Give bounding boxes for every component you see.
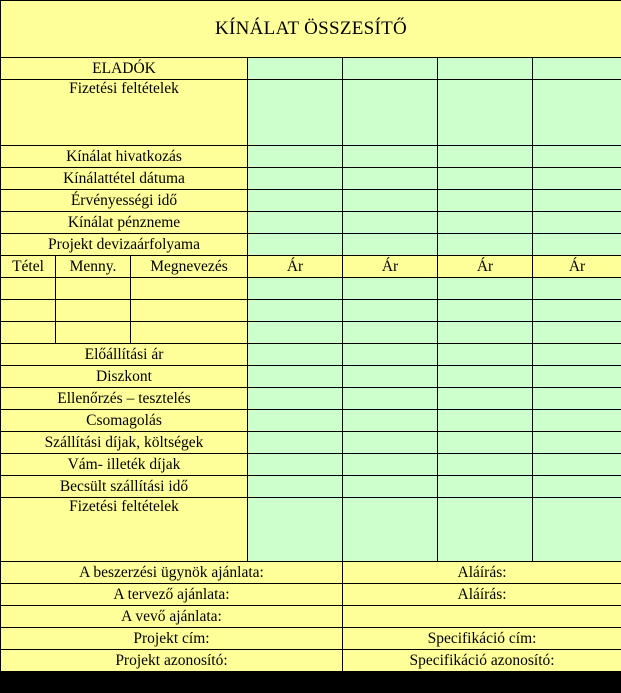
currency-cell[interactable]	[438, 212, 533, 234]
offer-date-cell[interactable]	[533, 168, 621, 190]
payment-terms-bottom-label: Fizetési feltételek	[1, 498, 248, 562]
currency-cell[interactable]	[343, 212, 438, 234]
item-no-cell[interactable]	[1, 278, 56, 300]
price-cell[interactable]	[438, 300, 533, 322]
discount-cell[interactable]	[438, 366, 533, 388]
header-row	[1, 168, 621, 190]
price-cell[interactable]	[248, 300, 343, 322]
footer-row	[1, 628, 621, 650]
specification-id-label[interactable]: Specifikáció azonosító:	[343, 650, 621, 672]
price-cell[interactable]	[248, 322, 343, 344]
offer-reference-cell[interactable]	[438, 146, 533, 168]
header-row	[1, 80, 621, 146]
price-cell[interactable]	[248, 278, 343, 300]
seller-cell[interactable]	[438, 58, 533, 80]
delivery-time-cell[interactable]	[438, 476, 533, 498]
item-header-row	[1, 256, 621, 278]
cost-row	[1, 476, 621, 498]
quantity-cell[interactable]	[56, 322, 131, 344]
price-cell[interactable]	[533, 322, 621, 344]
footer-row	[1, 606, 621, 628]
offer-date-cell[interactable]	[343, 168, 438, 190]
shipping-costs-label: Szállítási díjak, költségek	[1, 432, 248, 454]
price-cell[interactable]	[343, 300, 438, 322]
offer-reference-label: Kínálat hivatkozás	[1, 146, 248, 168]
delivery-time-cell[interactable]	[533, 476, 621, 498]
description-cell[interactable]	[131, 300, 248, 322]
price-cell[interactable]	[438, 322, 533, 344]
packaging-cell[interactable]	[343, 410, 438, 432]
sellers-label: ELADÓK	[1, 58, 248, 80]
currency-label: Kínálat pénzneme	[1, 212, 248, 234]
packaging-cell[interactable]	[438, 410, 533, 432]
currency-cell[interactable]	[248, 212, 343, 234]
price-cell[interactable]	[343, 278, 438, 300]
price-cell[interactable]	[533, 300, 621, 322]
cost-row	[1, 410, 621, 432]
seller-cell[interactable]	[248, 58, 343, 80]
packaging-cell[interactable]	[533, 410, 621, 432]
item-row	[1, 300, 621, 322]
cost-row	[1, 454, 621, 476]
buyer-offer-cell[interactable]	[343, 606, 621, 628]
offer-reference-cell[interactable]	[343, 146, 438, 168]
price-header: Ár	[343, 256, 438, 278]
discount-cell[interactable]	[248, 366, 343, 388]
customs-duty-cell[interactable]	[438, 454, 533, 476]
customs-duty-cell[interactable]	[248, 454, 343, 476]
cost-row	[1, 498, 621, 562]
validity-cell[interactable]	[533, 190, 621, 212]
payment-terms-cell[interactable]	[438, 80, 533, 146]
delivery-time-cell[interactable]	[343, 476, 438, 498]
production-price-cell[interactable]	[533, 344, 621, 366]
quantity-header: Menny.	[56, 256, 131, 278]
page-title: KÍNÁLAT ÖSSZESÍTŐ	[1, 1, 621, 58]
cost-row	[1, 432, 621, 454]
designer-offer-label: A tervező ajánlata:	[1, 584, 343, 606]
title-row	[1, 1, 621, 58]
specification-title-label[interactable]: Specifikáció cím:	[343, 628, 621, 650]
discount-cell[interactable]	[343, 366, 438, 388]
exchange-rate-cell[interactable]	[343, 234, 438, 256]
footer-row	[1, 584, 621, 606]
price-header: Ár	[438, 256, 533, 278]
payment-terms-label: Fizetési feltételek	[1, 80, 248, 146]
packaging-cell[interactable]	[248, 410, 343, 432]
validity-label: Érvényességi idő	[1, 190, 248, 212]
inspection-testing-cell[interactable]	[343, 388, 438, 410]
buyer-offer-label: A vevő ajánlata:	[1, 606, 343, 628]
header-row	[1, 212, 621, 234]
payment-terms-bottom-cell[interactable]	[533, 498, 621, 562]
item-no-cell[interactable]	[1, 322, 56, 344]
header-row	[1, 58, 621, 80]
offer-reference-cell[interactable]	[533, 146, 621, 168]
discount-cell[interactable]	[533, 366, 621, 388]
customs-duty-cell[interactable]	[533, 454, 621, 476]
production-price-label: Előállítási ár	[1, 344, 248, 366]
shipping-costs-cell[interactable]	[343, 432, 438, 454]
offer-reference-cell[interactable]	[248, 146, 343, 168]
validity-cell[interactable]	[438, 190, 533, 212]
payment-terms-cell[interactable]	[343, 80, 438, 146]
production-price-cell[interactable]	[248, 344, 343, 366]
price-header: Ár	[248, 256, 343, 278]
payment-terms-cell[interactable]	[533, 80, 621, 146]
payment-terms-bottom-cell[interactable]	[438, 498, 533, 562]
description-cell[interactable]	[131, 322, 248, 344]
item-row	[1, 322, 621, 344]
price-header: Ár	[533, 256, 621, 278]
payment-terms-bottom-cell[interactable]	[343, 498, 438, 562]
price-cell[interactable]	[438, 278, 533, 300]
payment-terms-bottom-cell[interactable]	[248, 498, 343, 562]
offer-date-cell[interactable]	[438, 168, 533, 190]
cost-row	[1, 344, 621, 366]
exchange-rate-cell[interactable]	[438, 234, 533, 256]
price-cell[interactable]	[533, 278, 621, 300]
inspection-testing-label: Ellenőrzés – tesztelés	[1, 388, 248, 410]
header-row	[1, 234, 621, 256]
signature-label[interactable]: Aláírás:	[343, 584, 621, 606]
description-cell[interactable]	[131, 278, 248, 300]
delivery-time-cell[interactable]	[248, 476, 343, 498]
shipping-costs-cell[interactable]	[438, 432, 533, 454]
item-row	[1, 278, 621, 300]
footer-row	[1, 650, 621, 672]
exchange-rate-label: Projekt devizaárfolyama	[1, 234, 248, 256]
offer-date-label: Kínálattétel dátuma	[1, 168, 248, 190]
validity-cell[interactable]	[248, 190, 343, 212]
packaging-label: Csomagolás	[1, 410, 248, 432]
offer-date-cell[interactable]	[248, 168, 343, 190]
project-id-label: Projekt azonosító:	[1, 650, 343, 672]
footer-row	[1, 562, 621, 584]
production-price-cell[interactable]	[343, 344, 438, 366]
procurement-agent-offer-label: A beszerzési ügynök ajánlata:	[1, 562, 343, 584]
delivery-time-label: Becsült szállítási idő	[1, 476, 248, 498]
header-row	[1, 146, 621, 168]
customs-duty-label: Vám- illeték díjak	[1, 454, 248, 476]
production-price-cell[interactable]	[438, 344, 533, 366]
customs-duty-cell[interactable]	[343, 454, 438, 476]
description-header: Megnevezés	[131, 256, 248, 278]
inspection-testing-cell[interactable]	[438, 388, 533, 410]
inspection-testing-cell[interactable]	[533, 388, 621, 410]
inspection-testing-cell[interactable]	[248, 388, 343, 410]
exchange-rate-cell[interactable]	[533, 234, 621, 256]
currency-cell[interactable]	[533, 212, 621, 234]
item-no-header: Tétel	[1, 256, 56, 278]
seller-cell[interactable]	[343, 58, 438, 80]
shipping-costs-cell[interactable]	[533, 432, 621, 454]
price-cell[interactable]	[343, 322, 438, 344]
project-title-label: Projekt cím:	[1, 628, 343, 650]
item-no-cell[interactable]	[1, 300, 56, 322]
validity-cell[interactable]	[343, 190, 438, 212]
signature-label[interactable]: Aláírás:	[343, 562, 621, 584]
payment-terms-cell[interactable]	[248, 80, 343, 146]
cost-row	[1, 388, 621, 410]
quantity-cell[interactable]	[56, 300, 131, 322]
header-row	[1, 190, 621, 212]
quantity-cell[interactable]	[56, 278, 131, 300]
shipping-costs-cell[interactable]	[248, 432, 343, 454]
exchange-rate-cell[interactable]	[248, 234, 343, 256]
seller-cell[interactable]	[533, 58, 621, 80]
discount-label: Diszkont	[1, 366, 248, 388]
cost-row	[1, 366, 621, 388]
